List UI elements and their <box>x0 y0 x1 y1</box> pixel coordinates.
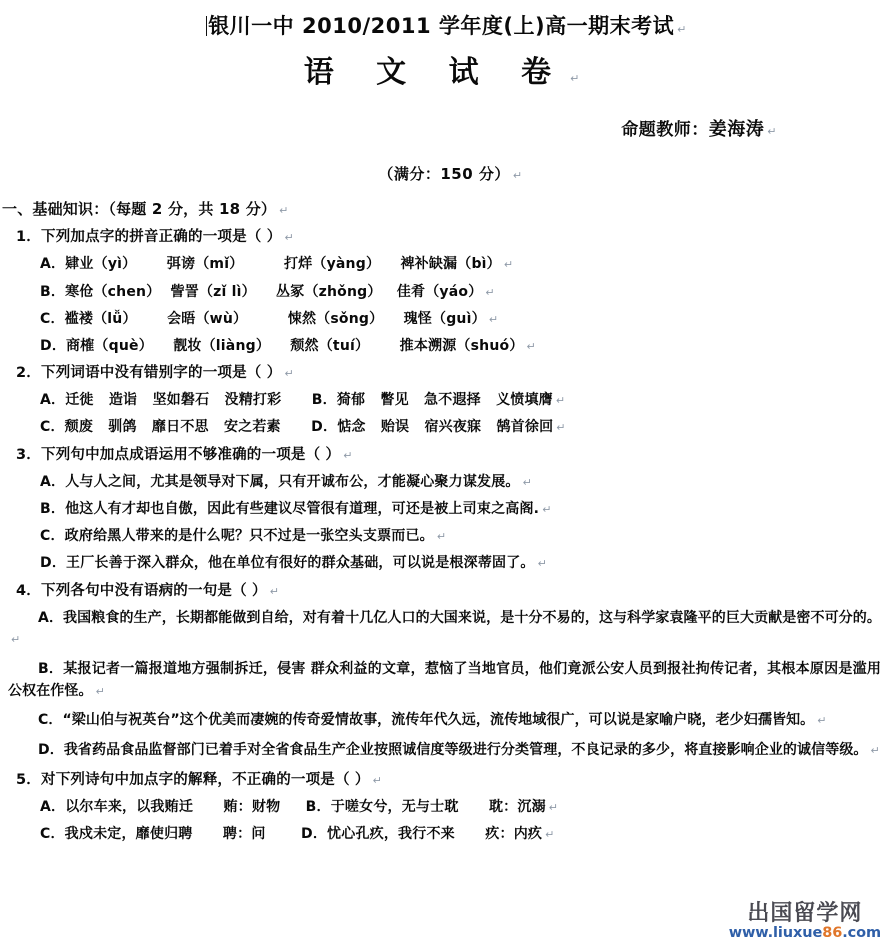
pilcrow-mark: ↵ <box>542 502 552 516</box>
pilcrow-mark: ↵ <box>269 584 280 598</box>
option-row <box>0 554 887 572</box>
pilcrow-mark: ↵ <box>556 421 566 435</box>
option-row <box>0 825 887 843</box>
option-paragraph <box>0 608 887 651</box>
option-paragraph <box>0 740 887 762</box>
question-stem-5 <box>0 771 887 789</box>
page-title <box>0 13 887 39</box>
option-row <box>0 255 887 273</box>
pilcrow-mark: ↵ <box>284 367 294 381</box>
option-row <box>0 500 887 518</box>
exam-title-text: 银川一中 2010/2011 学年度(上)高一期末考试 <box>208 14 675 38</box>
pilcrow-mark: ↵ <box>279 204 289 218</box>
teacher-line <box>0 115 887 141</box>
option-row-text: A．肄业（yì） 弭谤（mǐ） 打烊（yàng） 裨补缺漏（bì） <box>40 256 501 273</box>
teacher-label: 命题教师： <box>621 120 709 141</box>
subject-title-text: 语 文 试 卷 <box>303 55 568 91</box>
section-heading <box>0 198 887 219</box>
pilcrow-mark: ↵ <box>537 557 548 571</box>
section-heading-text: 一、基础知识：（每题 2 分，共 18 分） <box>2 200 277 219</box>
question-stem-2 <box>0 364 887 382</box>
pilcrow-mark: ↵ <box>817 714 827 728</box>
question-stem-3 <box>0 446 887 464</box>
option-row-text: A．人与人之间，尤其是领导对下属，只有开诚布公，才能凝心聚力谋发展。 <box>40 473 520 490</box>
option-paragraph-text: C．“梁山伯与祝英台”这个优美而凄婉的传奇爱情故事，流传年代久远，流传地域很广，可以说是家喻户晓，老少妇孺皆知。 <box>38 712 815 729</box>
question-stem-text: 5．对下列诗句中加点字的解释，不正确的一项是（ ） <box>16 771 370 788</box>
pilcrow-mark: ↵ <box>545 828 555 842</box>
pilcrow-mark: ↵ <box>343 448 353 462</box>
option-row-text: D．商榷（què） 靓妆（liàng） 颓然（tuí） 推本溯源（shuó） <box>40 337 524 354</box>
question-stem-4 <box>0 582 887 600</box>
option-row <box>0 310 887 328</box>
option-row-text: B．寒伧（chen） 訾詈（zǐ lì） 丛冢（zhǒng） 佳肴（yáo） <box>40 283 483 300</box>
option-row <box>0 418 887 436</box>
question-stem-1 <box>0 228 887 246</box>
pilcrow-mark: ↵ <box>870 744 880 758</box>
option-row <box>0 527 887 545</box>
option-paragraph <box>0 659 887 702</box>
pilcrow-mark: ↵ <box>767 125 777 139</box>
option-paragraph-text: B．某报记者一篇报道地方强制拆迁，侵害 群众利益的文章，惹恼了当地官员，他们竟派公安人员到报社拘传记者，其根本原因是滥用公权在作怪。 <box>8 661 881 699</box>
subject-title <box>0 55 887 91</box>
option-paragraph-text: A．我国粮食的生产，长期都能做到自给，对有着十几亿人口的大国来说，是十分不易的，这与科学家袁隆平的巨大贡献是密不可分的。 <box>38 609 881 626</box>
pilcrow-mark: ↵ <box>436 530 447 544</box>
pilcrow-mark: ↵ <box>512 169 523 183</box>
option-row <box>0 283 887 301</box>
option-row <box>0 337 887 355</box>
pilcrow-mark: ↵ <box>372 773 383 787</box>
full-mark-text: （满分：150 分） <box>378 165 510 184</box>
option-row <box>0 473 887 491</box>
pilcrow-mark: ↵ <box>570 72 596 86</box>
pilcrow-mark: ↵ <box>95 684 105 698</box>
option-row-text: C．我戍未定，靡使归聘 聘：问 D．忧心孔疚，我行不来 疚：内疚 <box>40 826 543 843</box>
pilcrow-mark: ↵ <box>555 394 566 408</box>
option-row-text: D．王厂长善于深入群众，他在单位有很好的群众基础，可以说是根深蒂固了。 <box>40 555 535 572</box>
pilcrow-mark: ↵ <box>677 23 687 36</box>
teacher-name: 姜海涛 <box>708 119 765 141</box>
pilcrow-mark: ↵ <box>522 475 533 489</box>
pilcrow-mark: ↵ <box>548 800 559 814</box>
option-row-text: A．以尔车来，以我贿迁 贿：财物 B．于嗟女兮，无与士耽 耽：沉溺 <box>40 798 546 815</box>
watermark-url-suffix: .com <box>842 924 881 941</box>
pilcrow-mark: ↵ <box>526 339 536 353</box>
watermark-url-number: 86 <box>822 924 843 941</box>
pilcrow-mark: ↵ <box>485 285 495 299</box>
watermark-url-prefix: www.liuxue <box>728 924 823 941</box>
site-watermark <box>729 902 881 941</box>
watermark-url <box>729 926 881 941</box>
watermark-site-name: 出国留学网 <box>747 900 863 926</box>
question-stem-text: 2．下列词语中没有错别字的一项是（ ） <box>16 365 282 382</box>
pilcrow-mark: ↵ <box>488 312 499 326</box>
option-row-text: B．他这人有才却也自傲，因此有些建议尽管很有道理，可还是被上司束之高阁. <box>40 500 540 517</box>
pilcrow-mark: ↵ <box>503 258 514 272</box>
question-stem-text: 3．下列句中加点成语运用不够准确的一项是（ ） <box>16 446 341 463</box>
option-row <box>0 391 887 409</box>
pilcrow-mark: ↵ <box>11 633 21 647</box>
question-stem-text: 4．下列各句中没有语病的一句是（ ） <box>16 582 267 599</box>
option-paragraph <box>0 710 887 732</box>
pilcrow-mark: ↵ <box>284 231 294 245</box>
question-stem-text: 1．下列加点字的拼音正确的一项是（ ） <box>16 229 282 246</box>
option-row-text: A．迁徙 造诣 坚如磐石 没精打彩 B．猗郁 瞥见 急不遐择 义愤填膺 <box>40 392 553 409</box>
option-paragraph-text: D．我省药品食品监督部门已着手对全省食品生产企业按照诚信度等级进行分类管理，不良记录的多少，将直接影响企业的诚信等级。 <box>38 742 868 759</box>
full-mark-line <box>0 163 887 184</box>
option-row-text: C．颓废 驯鸽 靡日不思 安之若素 D．惦念 贻误 宿兴夜寐 鹄首徐回 <box>40 419 554 436</box>
option-row <box>0 798 887 816</box>
option-row-text: C．褴褛（lǚ） 会晤（wù） 悚然（sǒng） 瑰怪（guì） <box>40 310 486 327</box>
option-row-text: C．政府给黑人带来的是什么呢？只不过是一张空头支票而已。 <box>40 528 434 545</box>
